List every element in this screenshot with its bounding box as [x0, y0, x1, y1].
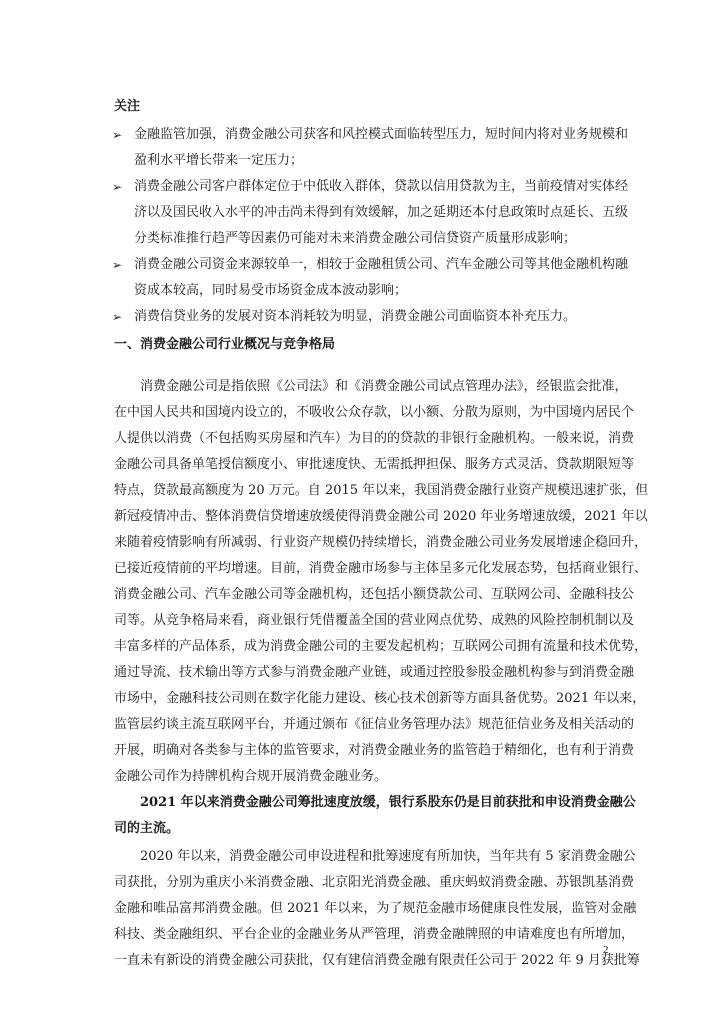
paragraph-1-line: 市场中，金融科技公司则在数字化能力建设、核心技术创新等方面具备优势。2021 年以来，: [114, 691, 646, 706]
paragraph-2-line: 司获批，分别为重庆小米消费金融、北京阳光消费金融、重庆蚂蚁消费金融、苏银凯基消费: [114, 875, 635, 890]
bullet-arrow-icon: ➢: [112, 258, 123, 272]
concerns-heading: 关注: [114, 99, 141, 114]
paragraph-2-line: 一直未有新设的消费金融公司获批，仅有建信消费金融有限责任公司于 2022 年 9 月获批筹: [114, 953, 640, 968]
paragraph-2-line: 2020 年以来，消费金融公司申设进程和批筹速度有所加快，当年共有 5 家消费金融公: [140, 849, 636, 864]
paragraph-1-line: 特点，贷款最高额度为 20 万元。自 2015 年以来，我国消费金融行业资产规模迅速扩张，但: [114, 483, 649, 498]
paragraph-1-line: 已接近疫情前的平均增速。目前，消费金融市场参与主体呈多元化发展态势，包括商业银行、: [114, 561, 648, 576]
paragraph-1-line: 新冠疫情冲击、整体消费信贷增速放缓使得消费金融公司 2020 年业务增速放缓，2021 年以: [114, 509, 648, 524]
paragraph-1-line: 开展，明确对各类参与主体的监管要求，对消费金融业务的监管趋于精细化，也有利于消费: [114, 743, 635, 758]
document-page: 关注 ➢ 金融监管加强，消费金融公司获客和风控模式面临转型压力，短时间内将对业务规模和 盈利水平增长带来一定压力； ➢ 消费金融公司客户群体定位于中低收入群体，贷款以信用贷款为主，当前疫情对实体经 济以及国民收入水平的冲击尚未得到有效缓解，加之延期还本付息政策时点延长、五级 分类标准推行趋严等因素仍可能对未来消费金融公司信贷资产质量形成影响； ➢ 消费金融公司资金来源较单一，相较于金融租赁公司、汽车金融公司等其他金融机构融 资成本较高，同时易受市场资金成本波动影响； ➢ 消费信贷业务的发展对资本消耗较为明显，消费金融公司面临资本补充压力。 一、消费金融公司行业概况与竞争格局 消费金融公司是指依照《公司法》和《消费金融公司试点管理办法》，经银监会批准， 在中国人民共和国境内设立的，不吸收公众存款，以小额、分散为原则，为中国境内居民个 人提供以消费（不包括购买房屋和汽车）为目的的贷款的非银行金融机构。一般来说，消费 金融公司具备单笔授信额度小、审批速度快、无需抵押担保、服务方式灵活、贷款期限短等 特点，贷款最高额度为 20 万元。自 2015 年以来，我国消费金融行业资产规模迅速扩张，但 新冠疫情冲击、整体消费信贷增速放缓使得消费金融公司 2020 年业务增速放缓，2021 年以 来随着疫情影响有所减弱、行业资产规模仍持续增长，消费金融公司业务发展增速企稳回升， 已接近疫情前的平均增速。目前，消费金融市场参与主体呈多元化发展态势，包括商业银行、 消费金融公司、汽车金融公司等金融机构，还包括小额贷款公司、互联网公司、金融科技公 司等。从竞争格局来看，商业银行凭借覆盖全国的营业网点优势、成熟的风险控制机制以及 丰富多样的产品体系，成为消费金融公司的主要发起机构；互联网公司拥有流量和技术优势， 通过导流、技术输出等方式参与消费金融产业链，或通过控股参股金融机构参与到消费金融 市场中，金融科技公司则在数字化能力建设、核心技术创新等方面具备优势。2021 年以来， 监管层约谈主流互联网平台，并通过颁布《征信业务管理办法》规范征信业务及相关活动的 开展，明确对各类参与主体的监管要求，对消费金融业务的监管趋于精细化，也有利于消费 金融公司作为持牌机构合规开展消费金融业务。 2021 年以来消费金融公司筹批速度放缓，银行系股东仍是目前获批和申设消费金融公 司的主流。 2020 年以来，消费金融公司申设进程和批筹速度有所加快，当年共有 5 家消费金融公 司获批，分别为重庆小米消费金融、北京阳光消费金融、重庆蚂蚁消费金融、苏银凯基消费 金融和唯品富邦消费金融。但 2021 年以来，为了规范金融市场健康良性发展，监管对金融 科技、类金融组织、平台企业的金融业务从严管理，消费金融牌照的申请难度也有所增加， 一直未有新设的消费金融公司获批，仅有建信消费金融有限责任公司于 2022 年 9 月获批筹 2: [0, 0, 724, 1024]
paragraph-1-line: 丰富多样的产品体系，成为消费金融公司的主要发起机构；互联网公司拥有流量和技术优势，: [114, 639, 648, 654]
bullet-arrow-icon: ➢: [112, 128, 123, 142]
paragraph-1-line: 消费金融公司、汽车金融公司等金融机构，还包括小额贷款公司、互联网公司、金融科技公: [114, 587, 635, 602]
paragraph-1-line: 消费金融公司是指依照《公司法》和《消费金融公司试点管理办法》，经银监会批准，: [140, 379, 628, 394]
paragraph-2-line: 金融和唯品富邦消费金融。但 2021 年以来，为了规范金融市场健康良性发展，监管对金融: [114, 901, 637, 916]
paragraph-1-line: 在中国人民共和国境内设立的，不吸收公众存款，以小额、分散为原则，为中国境内居民个: [114, 405, 635, 420]
paragraph-1-line: 人提供以消费（不包括购买房屋和汽车）为目的的贷款的非银行金融机构。一般来说，消费: [114, 431, 635, 446]
paragraph-1-line: 司等。从竞争格局来看，商业银行凭借覆盖全国的营业网点优势、成熟的风险控制机制以及: [114, 613, 635, 628]
paragraph-2-line: 科技、类金融组织、平台企业的金融业务从严管理，消费金融牌照的申请难度也有所增加，: [114, 927, 635, 942]
paragraph-1-line: 金融公司作为持牌机构合规开展消费金融业务。: [114, 769, 388, 784]
bullet-arrow-icon: ➢: [112, 310, 123, 324]
paragraph-1-line: 通过导流、技术输出等方式参与消费金融产业链，或通过控股参股金融机构参与到消费金融: [114, 665, 635, 680]
bullet-arrow-icon: ➢: [112, 180, 123, 194]
page-number: 2: [603, 944, 609, 956]
paragraph-1-line: 金融公司具备单笔授信额度小、审批速度快、无需抵押担保、服务方式灵活、贷款期限短等: [114, 457, 635, 472]
section-title: 一、消费金融公司行业概况与竞争格局: [114, 337, 336, 352]
paragraph-1-line: 监管层约谈主流互联网平台，并通过颁布《征信业务管理办法》规范征信业务及相关活动的: [114, 717, 635, 732]
bold-paragraph-line: 2021 年以来消费金融公司筹批速度放缓，银行系股东仍是目前获批和申设消费金融公: [140, 795, 636, 810]
bold-paragraph-line: 司的主流。: [114, 821, 180, 836]
paragraph-1-line: 来随着疫情影响有所减弱、行业资产规模仍持续增长，消费金融公司业务发展增速企稳回升，: [114, 535, 648, 550]
